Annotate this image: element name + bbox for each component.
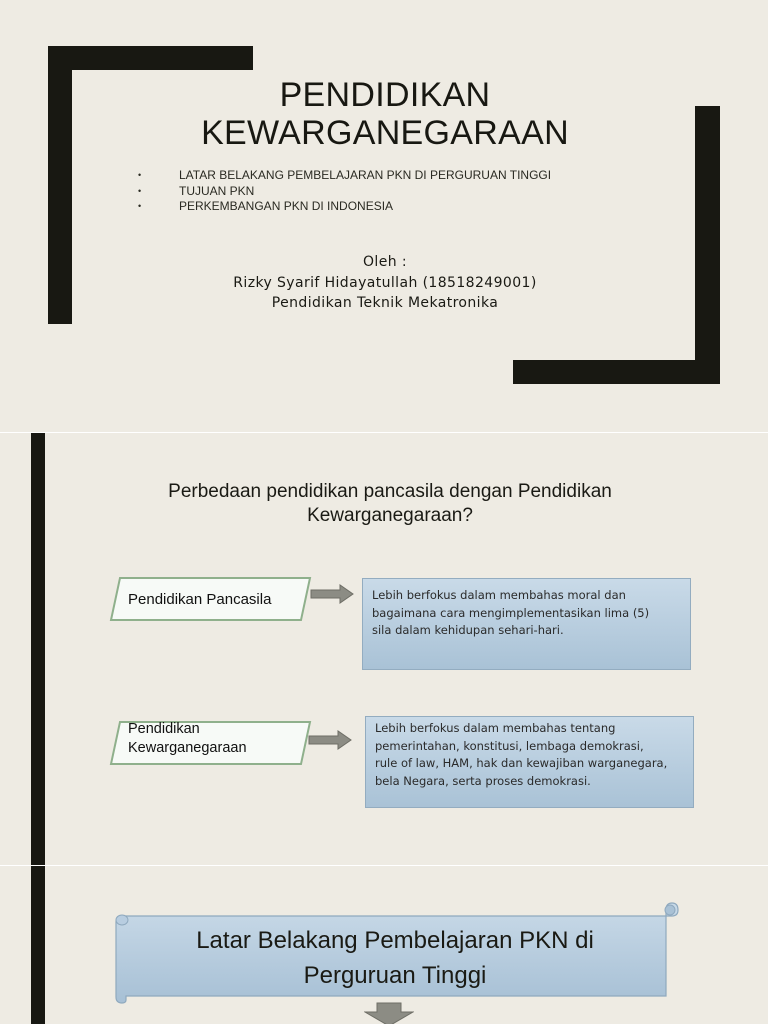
question-line: Kewarganegaraan? [307,505,473,526]
desc-line: sila dalam kehidupan sehari-hari. [372,623,564,637]
desc-line: bela Negara, serta proses demokrasi. [375,773,591,788]
topic-item: • LATAR BELAKANG PEMBELAJARAN PKN DI PERGURUAN TINGGI [134,168,551,184]
label-pendidikan-pancasila [128,590,271,609]
left-accent-bar [31,433,45,865]
presentation-title [180,76,590,152]
frame-bottom-right-horizontal [513,360,720,384]
frame-top-left-horizontal [48,46,253,70]
author-name: Rizky Syarif Hidayatullah (18518249001) [233,274,537,291]
desc-line: Lebih berfokus dalam membahas moral dan [372,588,626,602]
author-by: Oleh : [363,254,407,270]
author-block [150,252,620,314]
description-kewarganegaraan [365,716,694,808]
frame-bottom-right-vertical [695,106,720,384]
comparison-question [120,480,660,528]
right-arrow-icon [310,584,354,604]
title-line: PENDIDIKAN [279,76,491,114]
desc-line: rule of law, HAM, hak dan kewajiban warganegara, [375,756,668,770]
question-line: Perbedaan pendidikan pancasila dengan Pendidikan [168,481,612,502]
frame-top-left-vertical [48,46,72,324]
section-title-line: Latar Belakang Pembelajaran PKN di [196,927,594,954]
title-line: KEWARGANEGARAAN [201,114,569,152]
section-title-line: Perguruan Tinggi [303,962,487,989]
label-line: Kewarganegaraan [128,740,247,756]
slide-background-topic [0,866,768,1024]
topic-item: • TUJUAN PKN [134,184,551,200]
label-pendidikan-kewarganegaraan [128,720,247,758]
description-pancasila [362,578,691,670]
section-title [130,923,660,993]
slide-title [0,0,768,432]
label-line: Pendidikan Pancasila [128,591,272,608]
left-accent-bar [31,866,45,1024]
slide-comparison [0,433,768,865]
desc-line: pemerintahan, konstitusi, lembaga demokrasi, [375,738,644,753]
author-program: Pendidikan Teknik Mekatronika [271,295,499,311]
down-arrow-icon [364,1002,414,1024]
topic-list [134,168,551,215]
desc-line: Lebih berfokus dalam membahas tentang [375,721,616,735]
topic-item: • PERKEMBANGAN PKN DI INDONESIA [134,199,551,215]
label-line: Pendidikan [128,721,200,737]
desc-line: bagaimana cara mengimplementasikan lima (5) [372,605,650,620]
right-arrow-icon [308,730,352,750]
